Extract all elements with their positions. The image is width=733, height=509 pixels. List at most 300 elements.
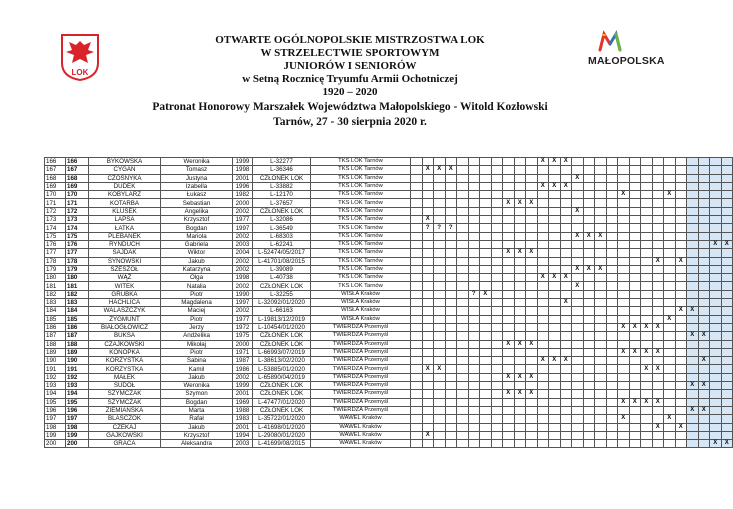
event-mark-cell <box>480 240 492 248</box>
event-mark-cell <box>434 382 446 390</box>
event-mark-cell <box>606 216 618 224</box>
event-mark-cell <box>629 249 641 257</box>
event-mark-cell <box>491 299 503 307</box>
event-mark-cell <box>652 274 664 282</box>
event-mark-cell <box>457 174 469 182</box>
event-mark-cell <box>445 216 457 224</box>
event-mark-cell <box>422 299 434 307</box>
event-mark-cell <box>468 191 480 199</box>
event-mark-cell <box>491 290 503 298</box>
event-mark-cell <box>491 166 503 174</box>
event-mark-cell: X <box>664 191 676 199</box>
event-mark-cell <box>491 282 503 290</box>
cell-club: WAWEL Kraków <box>311 415 411 423</box>
event-mark-cell: X <box>652 365 664 373</box>
event-mark-cell <box>491 332 503 340</box>
event-mark-cell <box>572 423 584 431</box>
event-mark-cell <box>687 431 699 439</box>
event-mark-cell <box>422 340 434 348</box>
event-mark-cell <box>434 290 446 298</box>
event-mark-cell <box>698 182 710 190</box>
event-mark-cell <box>641 307 653 315</box>
event-mark-cell <box>572 365 584 373</box>
cell-index: 173 <box>45 216 66 224</box>
event-mark-cell: X <box>698 332 710 340</box>
event-mark-cell <box>664 216 676 224</box>
event-mark-cell <box>721 282 733 290</box>
event-mark-cell <box>503 406 515 414</box>
table-row <box>45 265 733 273</box>
event-mark-cell <box>583 423 595 431</box>
cell-index: 190 <box>45 357 66 365</box>
event-mark-cell <box>664 373 676 381</box>
table-row <box>45 332 733 340</box>
event-mark-cell <box>537 207 549 215</box>
cell-club: TWIERDZA Przemyśl <box>311 390 411 398</box>
event-mark-cell <box>468 207 480 215</box>
event-mark-cell <box>572 166 584 174</box>
event-mark-cell <box>629 282 641 290</box>
event-mark-cell <box>583 365 595 373</box>
cell-start-number: 184 <box>66 307 89 315</box>
event-mark-cell <box>583 224 595 232</box>
event-mark-cell <box>411 166 423 174</box>
event-mark-cell <box>560 290 572 298</box>
event-mark-cell <box>468 323 480 331</box>
event-mark-cell <box>422 423 434 431</box>
event-mark-cell <box>675 224 687 232</box>
event-mark-cell <box>721 398 733 406</box>
event-mark-cell <box>572 382 584 390</box>
event-mark-cell <box>468 406 480 414</box>
cell-firstname: Andżelika <box>161 332 233 340</box>
event-mark-cell <box>583 182 595 190</box>
event-mark-cell <box>698 299 710 307</box>
cell-firstname: Angelika <box>161 207 233 215</box>
event-mark-cell <box>595 332 607 340</box>
event-mark-cell: X <box>618 348 630 356</box>
event-mark-cell <box>652 299 664 307</box>
cell-birth-year: 2004 <box>233 249 253 257</box>
cell-start-number: 177 <box>66 249 89 257</box>
event-mark-cell <box>514 332 526 340</box>
event-mark-cell <box>491 257 503 265</box>
event-mark-cell <box>641 290 653 298</box>
event-mark-cell <box>629 382 641 390</box>
event-mark-cell: X <box>503 249 515 257</box>
event-mark-cell <box>710 249 722 257</box>
event-mark-cell: X <box>503 199 515 207</box>
event-mark-cell <box>549 282 561 290</box>
cell-firstname: Łukasz <box>161 191 233 199</box>
event-mark-cell <box>549 249 561 257</box>
event-mark-cell: X <box>526 390 538 398</box>
table-row <box>45 299 733 307</box>
event-mark-cell <box>618 257 630 265</box>
header-line-1: OTWARTE OGÓLNOPOLSKIE MISTRZOSTWA LOK <box>215 34 485 46</box>
event-mark-cell <box>537 216 549 224</box>
cell-index: 187 <box>45 332 66 340</box>
event-mark-cell <box>652 332 664 340</box>
cell-index: 171 <box>45 199 66 207</box>
event-mark-cell <box>514 191 526 199</box>
event-mark-cell <box>526 232 538 240</box>
event-mark-cell <box>560 240 572 248</box>
lok-eagle-logo <box>60 33 100 81</box>
cell-surname: BLASCZOK <box>89 415 161 423</box>
cell-index: 197 <box>45 415 66 423</box>
event-mark-cell: X <box>514 373 526 381</box>
event-mark-cell <box>721 406 733 414</box>
cell-firstname: Jakub <box>161 257 233 265</box>
event-mark-cell <box>468 240 480 248</box>
event-mark-cell <box>411 265 423 273</box>
event-mark-cell <box>526 431 538 439</box>
event-mark-cell: X <box>514 390 526 398</box>
event-mark-cell: X <box>618 323 630 331</box>
event-mark-cell <box>537 431 549 439</box>
event-mark-cell <box>422 290 434 298</box>
event-mark-cell <box>721 357 733 365</box>
event-mark-cell <box>675 207 687 215</box>
event-mark-cell <box>503 440 515 448</box>
event-mark-cell <box>583 191 595 199</box>
cell-license: CZŁONEK LOK <box>253 174 311 182</box>
cell-birth-year: 1998 <box>233 274 253 282</box>
event-mark-cell <box>583 332 595 340</box>
event-mark-cell <box>698 348 710 356</box>
event-mark-cell <box>572 158 584 166</box>
event-mark-cell <box>457 166 469 174</box>
cell-club: WAWEL Kraków <box>311 440 411 448</box>
event-mark-cell <box>652 158 664 166</box>
event-mark-cell <box>445 323 457 331</box>
event-mark-cell <box>560 166 572 174</box>
event-mark-cell <box>606 423 618 431</box>
event-mark-cell <box>687 199 699 207</box>
event-mark-cell <box>698 191 710 199</box>
event-mark-cell <box>664 340 676 348</box>
event-mark-cell <box>457 299 469 307</box>
event-mark-cell <box>480 207 492 215</box>
event-mark-cell <box>687 390 699 398</box>
event-mark-cell <box>434 199 446 207</box>
cell-birth-year: 1998 <box>233 166 253 174</box>
event-mark-cell <box>537 332 549 340</box>
cell-birth-year: 1987 <box>233 357 253 365</box>
event-mark-cell <box>652 265 664 273</box>
event-mark-cell: X <box>434 365 446 373</box>
event-mark-cell <box>537 315 549 323</box>
event-mark-cell <box>652 390 664 398</box>
event-mark-cell <box>595 224 607 232</box>
event-mark-cell <box>664 282 676 290</box>
event-mark-cell <box>549 382 561 390</box>
event-mark-cell <box>710 191 722 199</box>
cell-license: L-36549 <box>253 224 311 232</box>
event-mark-cell <box>595 158 607 166</box>
event-mark-cell <box>710 398 722 406</box>
cell-surname: ŁATKA <box>89 224 161 232</box>
event-mark-cell <box>514 357 526 365</box>
cell-firstname: Bogdan <box>161 224 233 232</box>
event-mark-cell <box>537 232 549 240</box>
event-mark-cell <box>618 232 630 240</box>
cell-surname: PLEBANEK <box>89 232 161 240</box>
cell-surname: SZESZOŁ <box>89 265 161 273</box>
cell-birth-year: 2002 <box>233 373 253 381</box>
event-mark-cell <box>445 182 457 190</box>
event-mark-cell <box>664 382 676 390</box>
event-mark-cell <box>606 373 618 381</box>
cell-start-number: 181 <box>66 282 89 290</box>
event-mark-cell <box>664 406 676 414</box>
cell-license: CZŁONEK LOK <box>253 382 311 390</box>
cell-index: 194 <box>45 390 66 398</box>
event-mark-cell <box>468 340 480 348</box>
cell-index: 189 <box>45 348 66 356</box>
event-mark-cell <box>606 415 618 423</box>
event-mark-cell <box>514 406 526 414</box>
cell-license: CZŁONEK LOK <box>253 340 311 348</box>
event-mark-cell <box>514 282 526 290</box>
event-mark-cell <box>537 382 549 390</box>
event-mark-cell <box>675 216 687 224</box>
event-mark-cell <box>434 240 446 248</box>
event-mark-cell <box>721 216 733 224</box>
event-mark-cell <box>422 357 434 365</box>
event-mark-cell <box>491 232 503 240</box>
event-mark-cell: X <box>641 348 653 356</box>
event-mark-cell <box>491 423 503 431</box>
event-mark-cell <box>549 290 561 298</box>
event-mark-cell <box>549 224 561 232</box>
cell-license: L-32086 <box>253 216 311 224</box>
cell-license: L-41699/08/2015 <box>253 440 311 448</box>
event-mark-cell <box>537 398 549 406</box>
event-mark-cell <box>491 158 503 166</box>
event-mark-cell <box>457 415 469 423</box>
cell-license: CZŁONEK LOK <box>253 282 311 290</box>
event-mark-cell <box>664 240 676 248</box>
cell-start-number: 185 <box>66 315 89 323</box>
event-mark-cell <box>560 265 572 273</box>
event-mark-cell <box>687 174 699 182</box>
event-mark-cell <box>721 290 733 298</box>
cell-start-number: 171 <box>66 199 89 207</box>
event-mark-cell <box>457 348 469 356</box>
event-mark-cell <box>491 216 503 224</box>
event-mark-cell <box>652 431 664 439</box>
event-mark-cell <box>491 431 503 439</box>
event-mark-cell <box>652 174 664 182</box>
event-mark-cell <box>411 365 423 373</box>
event-mark-cell <box>434 216 446 224</box>
event-mark-cell <box>411 398 423 406</box>
event-mark-cell <box>434 265 446 273</box>
event-mark-cell <box>445 365 457 373</box>
event-mark-cell <box>434 431 446 439</box>
event-mark-cell <box>491 207 503 215</box>
event-mark-cell <box>537 265 549 273</box>
event-mark-cell <box>641 406 653 414</box>
event-mark-cell: X <box>526 340 538 348</box>
event-mark-cell <box>457 440 469 448</box>
event-mark-cell <box>710 348 722 356</box>
table-row <box>45 174 733 182</box>
event-mark-cell <box>560 348 572 356</box>
cell-index: 178 <box>45 257 66 265</box>
cell-index: 169 <box>45 182 66 190</box>
event-mark-cell <box>491 265 503 273</box>
event-mark-cell <box>457 158 469 166</box>
event-mark-cell <box>480 365 492 373</box>
event-mark-cell <box>698 216 710 224</box>
cell-club: WAWEL Kraków <box>311 423 411 431</box>
event-mark-cell <box>422 182 434 190</box>
event-mark-cell <box>675 166 687 174</box>
event-mark-cell: X <box>537 357 549 365</box>
event-mark-cell <box>595 282 607 290</box>
event-mark-cell <box>445 307 457 315</box>
lok-logo-text: LOK <box>71 68 89 77</box>
event-mark-cell <box>468 390 480 398</box>
event-mark-cell <box>721 431 733 439</box>
cell-birth-year: 1972 <box>233 323 253 331</box>
event-mark-cell: ? <box>434 224 446 232</box>
event-mark-cell <box>457 274 469 282</box>
event-mark-cell <box>457 398 469 406</box>
cell-firstname: Jakub <box>161 373 233 381</box>
event-mark-cell: X <box>595 265 607 273</box>
event-mark-cell: X <box>445 166 457 174</box>
cell-firstname: Piotr <box>161 348 233 356</box>
event-mark-cell <box>572 249 584 257</box>
event-mark-cell <box>526 290 538 298</box>
cell-club: TKS LOK Tarnów <box>311 216 411 224</box>
cell-start-number: 168 <box>66 174 89 182</box>
event-mark-cell: X <box>526 249 538 257</box>
event-mark-cell <box>549 207 561 215</box>
event-mark-cell <box>560 423 572 431</box>
cell-license: L-53885/01/2020 <box>253 365 311 373</box>
event-mark-cell <box>537 240 549 248</box>
table-row <box>45 365 733 373</box>
event-mark-cell <box>491 191 503 199</box>
event-mark-cell <box>687 315 699 323</box>
event-mark-cell <box>664 299 676 307</box>
cell-index: 174 <box>45 224 66 232</box>
event-mark-cell <box>675 323 687 331</box>
cell-firstname: Jakub <box>161 423 233 431</box>
event-mark-cell <box>537 166 549 174</box>
event-mark-cell <box>560 440 572 448</box>
event-mark-cell: X <box>549 357 561 365</box>
cell-club: TWIERDZA Przemyśl <box>311 357 411 365</box>
event-mark-cell <box>687 232 699 240</box>
event-mark-cell <box>572 307 584 315</box>
event-mark-cell <box>491 390 503 398</box>
event-mark-cell <box>422 373 434 381</box>
event-mark-cell <box>595 398 607 406</box>
table-row <box>45 166 733 174</box>
event-mark-cell <box>595 315 607 323</box>
cell-birth-year: 1983 <box>233 415 253 423</box>
event-mark-cell <box>572 240 584 248</box>
event-mark-cell <box>491 382 503 390</box>
event-mark-cell <box>480 382 492 390</box>
event-mark-cell <box>687 182 699 190</box>
event-mark-cell <box>491 357 503 365</box>
event-mark-cell <box>687 257 699 265</box>
table-row <box>45 398 733 406</box>
event-mark-cell <box>710 423 722 431</box>
event-mark-cell <box>514 348 526 356</box>
event-mark-cell <box>537 191 549 199</box>
event-mark-cell: ? <box>468 290 480 298</box>
event-mark-cell <box>480 398 492 406</box>
event-mark-cell <box>698 166 710 174</box>
event-mark-cell <box>641 373 653 381</box>
event-mark-cell <box>595 431 607 439</box>
event-mark-cell: X <box>618 191 630 199</box>
event-mark-cell: X <box>537 182 549 190</box>
event-mark-cell <box>606 166 618 174</box>
event-mark-cell <box>664 440 676 448</box>
cell-club: TKS LOK Tarnów <box>311 166 411 174</box>
event-mark-cell <box>457 357 469 365</box>
table-row <box>45 390 733 398</box>
event-mark-cell <box>721 340 733 348</box>
cell-firstname: Mariola <box>161 232 233 240</box>
cell-firstname: Aleksandra <box>161 440 233 448</box>
event-mark-cell <box>514 158 526 166</box>
event-mark-cell <box>710 216 722 224</box>
event-mark-cell <box>480 224 492 232</box>
event-mark-cell: X <box>687 307 699 315</box>
event-mark-cell <box>698 390 710 398</box>
cell-surname: ZYGMUNT <box>89 315 161 323</box>
event-mark-cell <box>445 373 457 381</box>
event-mark-cell <box>503 290 515 298</box>
cell-start-number: 196 <box>66 406 89 414</box>
event-mark-cell <box>549 307 561 315</box>
event-mark-cell <box>664 323 676 331</box>
cell-license: L-29080/01/2020 <box>253 431 311 439</box>
cell-birth-year: 1982 <box>233 191 253 199</box>
event-mark-cell <box>560 224 572 232</box>
event-mark-cell: X <box>652 257 664 265</box>
event-mark-cell <box>652 415 664 423</box>
cell-start-number: 192 <box>66 373 89 381</box>
cell-firstname: Justyna <box>161 174 233 182</box>
event-mark-cell: X <box>480 290 492 298</box>
event-mark-cell <box>549 166 561 174</box>
event-mark-cell: X <box>629 398 641 406</box>
table-row <box>45 191 733 199</box>
cell-license: L-47477/01/2020 <box>253 398 311 406</box>
event-mark-cell <box>710 282 722 290</box>
event-mark-cell <box>457 423 469 431</box>
event-mark-cell <box>618 249 630 257</box>
event-mark-cell <box>606 257 618 265</box>
event-mark-cell <box>652 232 664 240</box>
event-mark-cell <box>721 299 733 307</box>
event-mark-cell <box>514 207 526 215</box>
event-mark-cell <box>468 274 480 282</box>
cell-surname: SZYMCZAK <box>89 398 161 406</box>
event-mark-cell <box>468 174 480 182</box>
